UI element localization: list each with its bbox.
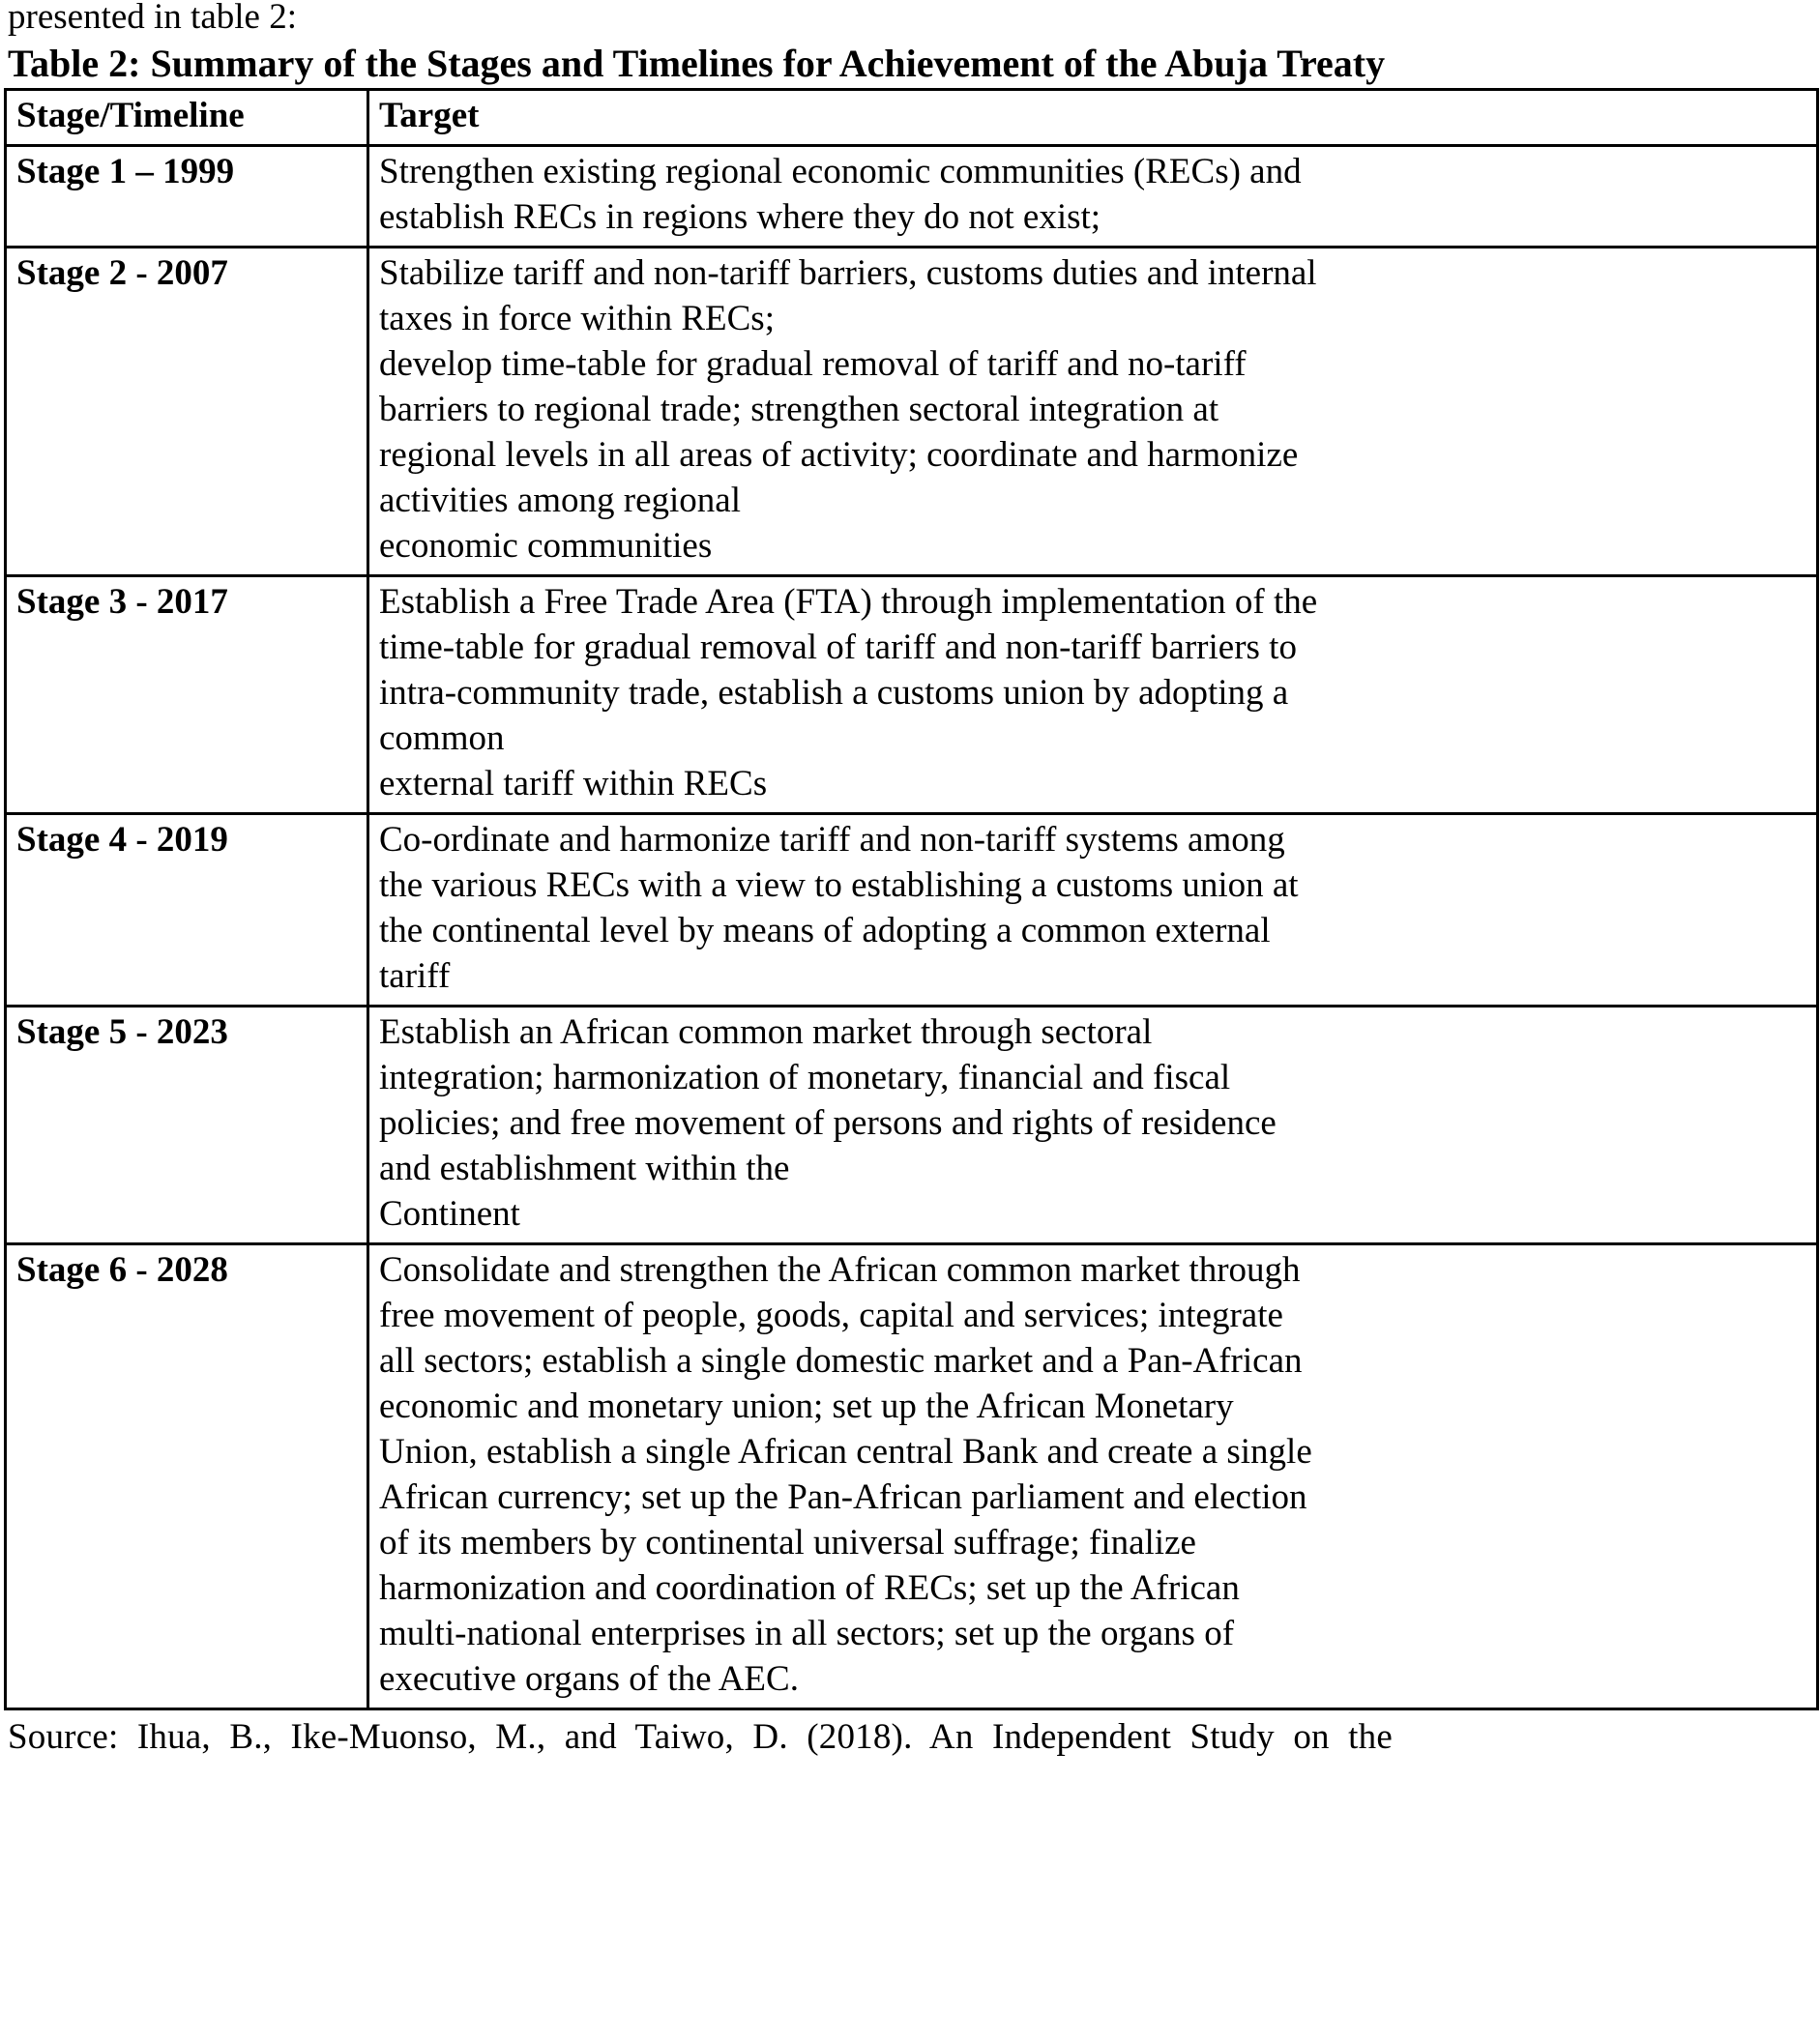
target-line: barriers to regional trade; strengthen sectoral integration at	[379, 390, 1219, 429]
stage-label: Stage 3 - 2017	[6, 576, 368, 814]
table-body	[6, 146, 1818, 1709]
target-line: Co-ordinate and harmonize tariff and non-tariff systems among	[379, 820, 1285, 860]
target-text	[368, 1007, 1818, 1244]
column-header-stage-timeline: Stage/Timeline	[6, 90, 368, 146]
target-text	[368, 814, 1818, 1007]
target-line: policies; and free movement of persons and rights of residence	[379, 1103, 1277, 1143]
target-text	[368, 248, 1818, 576]
abuja-treaty-table	[4, 88, 1819, 1710]
target-line: Consolidate and strengthen the African common market through	[379, 1250, 1301, 1290]
table-row	[6, 146, 1818, 248]
target-line: the continental level by means of adopting a common external	[379, 911, 1271, 950]
target-text	[368, 576, 1818, 814]
target-line: time-table for gradual removal of tariff and non-tariff barriers to	[379, 628, 1297, 667]
table-row	[6, 248, 1818, 576]
intro-paragraph: presented in table 2:	[8, 0, 297, 37]
target-line: Continent	[379, 1194, 520, 1234]
target-line: Stabilize tariff and non-tariff barriers, customs duties and internal	[379, 253, 1317, 293]
target-line: common	[379, 718, 505, 758]
table-header-row	[6, 90, 1818, 146]
target-line: Establish a Free Trade Area (FTA) through implementation of the	[379, 582, 1318, 622]
target-line: economic and monetary union; set up the African Monetary	[379, 1387, 1234, 1426]
target-line: tariff	[379, 956, 451, 996]
stage-label: Stage 5 - 2023	[6, 1007, 368, 1244]
target-line: executive organs of the AEC.	[379, 1659, 799, 1699]
target-line: multi-national enterprises in all sectors; set up the organs of	[379, 1614, 1235, 1653]
target-line: and establishment within the	[379, 1149, 790, 1188]
target-line: the various RECs with a view to establishing a customs union at	[379, 865, 1299, 905]
target-line: of its members by continental universal suffrage; finalize	[379, 1523, 1196, 1562]
table-caption: Table 2: Summary of the Stages and Timelines for Achievement of the Abuja Treaty	[8, 42, 1386, 85]
table-row	[6, 1244, 1818, 1709]
target-line: African currency; set up the Pan-African parliament and election	[379, 1477, 1307, 1517]
target-line: Union, establish a single African central Bank and create a single	[379, 1432, 1312, 1472]
target-text	[368, 1244, 1818, 1709]
target-line: economic communities	[379, 526, 713, 566]
target-line: Establish an African common market through sectoral	[379, 1012, 1153, 1052]
stage-label: Stage 1 – 1999	[6, 146, 368, 248]
target-line: intra-community trade, establish a customs union by adopting a	[379, 673, 1289, 713]
target-line: harmonization and coordination of RECs; set up the African	[379, 1568, 1240, 1608]
target-line: activities among regional	[379, 481, 741, 520]
target-line: integration; harmonization of monetary, financial and fiscal	[379, 1058, 1231, 1097]
target-line: regional levels in all areas of activity; coordinate and harmonize	[379, 435, 1299, 475]
target-line: Strengthen existing regional economic communities (RECs) and	[379, 152, 1302, 191]
target-line: external tariff within RECs	[379, 764, 768, 803]
stage-label: Stage 6 - 2028	[6, 1244, 368, 1709]
table-row	[6, 814, 1818, 1007]
target-line: establish RECs in regions where they do not exist;	[379, 197, 1101, 237]
target-line: taxes in force within RECs;	[379, 299, 775, 338]
stage-label: Stage 4 - 2019	[6, 814, 368, 1007]
target-line: free movement of people, goods, capital and services; integrate	[379, 1296, 1283, 1335]
target-line: develop time-table for gradual removal of tariff and no-tariff	[379, 344, 1247, 384]
stage-label: Stage 2 - 2007	[6, 248, 368, 576]
table-row	[6, 1007, 1818, 1244]
column-header-target: Target	[368, 90, 1818, 146]
target-line: all sectors; establish a single domestic market and a Pan-African	[379, 1341, 1303, 1381]
source-citation: Source: Ihua, B., Ike-Muonso, M., and Taiwo, D. (2018). An Independent Study on the	[8, 1717, 1393, 1757]
target-text	[368, 146, 1818, 248]
table-row	[6, 576, 1818, 814]
